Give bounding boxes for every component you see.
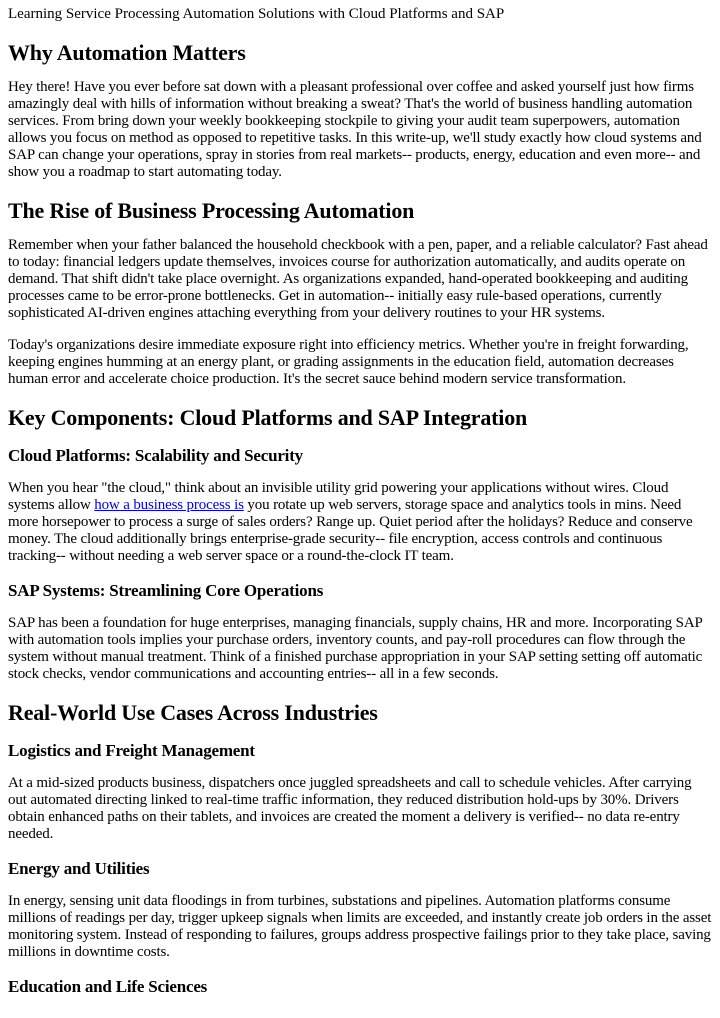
paragraph-rise-1: Remember when your father balanced the household checkbook with a pen, paper, and a reliable calculator? Fast ahead to today: financial ledgers update themselves, invoices course for authorization automatically, and audits operate on demand. That shift didn't take place overnight. As organizations expanded, hand-operated bookkeeping and auditing processes came to be error-prone bottlenecks. Get in automation-- initially easy rule-based operations, currently sophisticated AI-driven engines attaching everything from your delivery routines to your HR systems. <box>8 237 708 321</box>
paragraph-why-automation: Hey there! Have you ever before sat down with a pleasant professional over coffee and asked yourself just how firms amazingly deal with hills of information without breaking a sweat? That's the world of business handling automation services. From bring down your weekly bookkeeping stockpile to giving your audit team superpowers, automation allows you focus on method as opposed to repetitive tasks. In this write-up, we'll study exactly how cloud systems and SAP can change your operations, spray in stories from real markets-- products, energy, education and even more-- and show you a roadmap to start automating today. <box>8 79 702 180</box>
paragraph-logistics: At a mid-sized products business, dispatchers once juggled spreadsheets and call to schedule vehicles. After carrying out automated directing linked to real-time traffic information, they reduced distribution hold-ups by 30%. Drivers obtain enhanced paths on their tablets, and invoices are created the moment a delivery is verified-- no data re-entry needed. <box>8 775 692 842</box>
paragraph-rise-2: Today's organizations desire immediate exposure right into efficiency metrics. Whether you're in freight forwarding, keeping engines humming at an energy plant, or grading assignments in the education field, automation decreases human error and accelerate choice production. It's the secret sauce behind modern service transformation. <box>8 337 689 387</box>
subheading-sap-systems: SAP Systems: Streamlining Core Operations <box>8 581 324 600</box>
subheading-energy: Energy and Utilities <box>8 859 150 878</box>
heading-use-cases: Real-World Use Cases Across Industries <box>8 700 378 725</box>
paragraph-cloud-text-after: you rotate up web servers, storage space and analytics tools in mins. Need more horsepower to process a surge of sales orders? Range up. Quiet period after the holidays? Reduce and conserve money. The cloud additionally brings enterprise-grade security-- file encryption, access controls and continuous tracking-- without needing a web server space or a round-the-clock IT team. <box>8 497 693 564</box>
paragraph-energy: In energy, sensing unit data floodings in from turbines, substations and pipelines. Automation platforms consume millions of readings per day, trigger upkeep signals when limits are exceeded, and instantly create job orders in the asset monitoring system. Instead of responding to failures, groups address prospective failings prior to they take place, saving millions in downtime costs. <box>8 893 712 960</box>
subheading-education: Education and Life Sciences <box>8 977 208 996</box>
document-title: Learning Service Processing Automation Solutions with Cloud Platforms and SAP <box>8 6 505 22</box>
paragraph-cloud-text-before: When you hear "the cloud," think about an invisible utility grid powering your applications without wires. Cloud systems allow <box>8 480 669 513</box>
heading-rise-of-automation: The Rise of Business Processing Automation <box>8 198 415 223</box>
paragraph-cloud-platforms <box>8 480 712 565</box>
subheading-cloud-platforms: Cloud Platforms: Scalability and Security <box>8 446 303 465</box>
paragraph-sap-systems: SAP has been a foundation for huge enterprises, managing financials, supply chains, HR and more. Incorporating SAP with automation tools implies your purchase orders, inventory counts, and pay-roll procedures can flow through the system without manual treatment. Think of a finished purchase appropriation in your SAP setting setting off automatic stock checks, vendor communications and accounting entries-- all in a few seconds. <box>8 615 703 682</box>
subheading-logistics: Logistics and Freight Management <box>8 741 255 760</box>
heading-why-automation: Why Automation Matters <box>8 40 246 65</box>
heading-key-components: Key Components: Cloud Platforms and SAP Integration <box>8 405 528 430</box>
business-process-link[interactable]: how a business process is <box>94 497 244 513</box>
